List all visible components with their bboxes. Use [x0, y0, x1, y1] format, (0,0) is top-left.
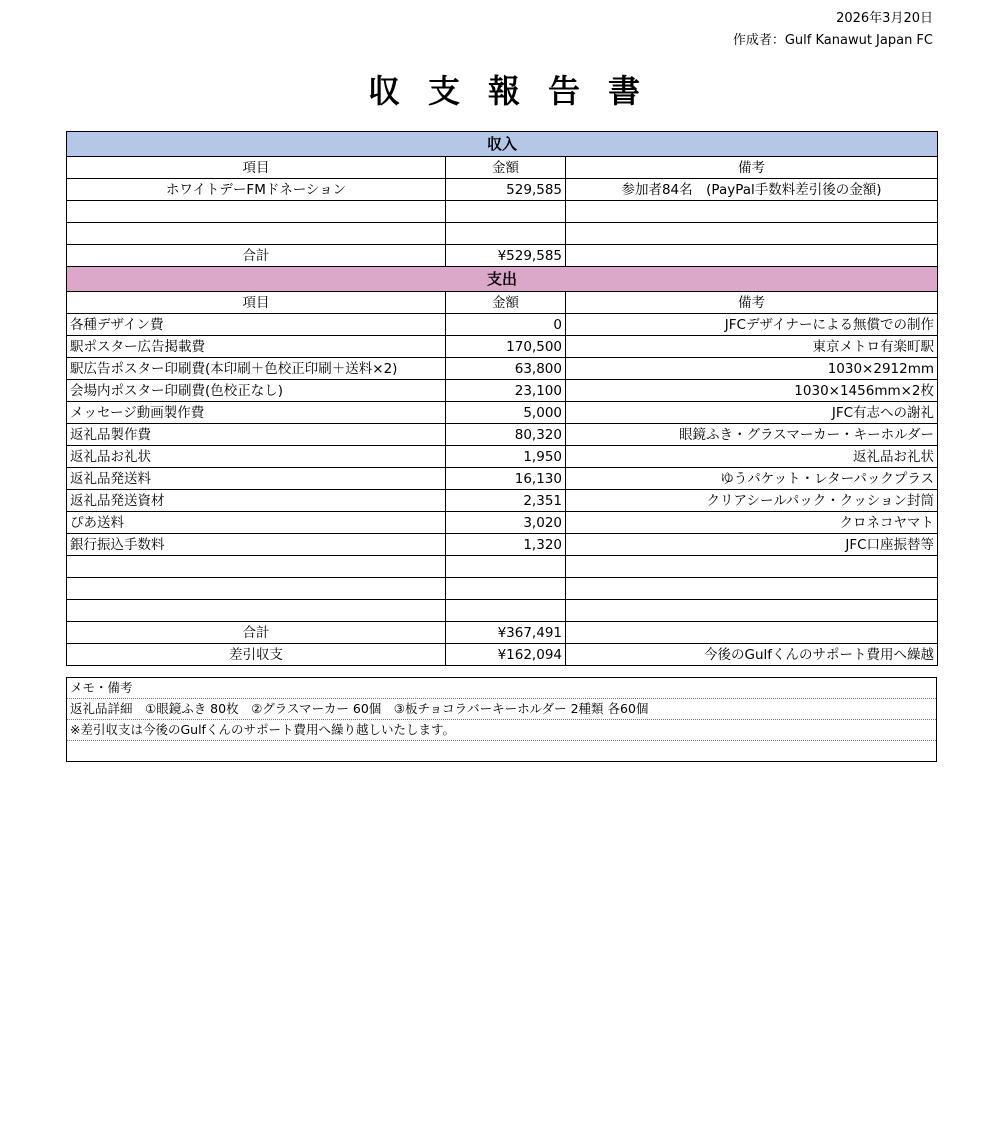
column-header-note: 備考 — [566, 157, 938, 179]
income-total-label: 合計 — [67, 245, 446, 267]
income-total-note — [566, 245, 938, 267]
page-title: 収支報告書 — [367, 72, 668, 110]
expense-total-note — [566, 622, 938, 644]
expense-column-header-row — [67, 292, 938, 314]
income-amount: 529,585 — [446, 179, 566, 201]
expense-row — [67, 402, 938, 424]
expense-amount: 63,800 — [446, 358, 566, 380]
expense-item — [67, 556, 446, 578]
income-amount — [446, 201, 566, 223]
income-note: 参加者84名 (PayPal手数料差引後の金額) — [566, 179, 938, 201]
income-note — [566, 223, 938, 245]
memo-empty-line — [67, 741, 937, 762]
expense-row — [67, 578, 938, 600]
expense-total-amount: ¥367,491 — [446, 622, 566, 644]
expense-note — [566, 578, 938, 600]
expense-note: JFCデザイナーによる無償での制作 — [566, 314, 938, 336]
income-section-label: 収入 — [67, 132, 938, 157]
memo-balance-note: ※差引収支は今後のGulfくんのサポート費用へ繰り越しいたします。 — [67, 720, 937, 741]
income-amount — [446, 223, 566, 245]
expense-amount: 0 — [446, 314, 566, 336]
expense-item: 返礼品発送料 — [67, 468, 446, 490]
expense-note: 1030×1456mm×2枚 — [566, 380, 938, 402]
memo-box — [66, 677, 937, 762]
expense-section-label: 支出 — [67, 267, 938, 292]
memo-gift-details: 返礼品詳細 ①眼鏡ふき 80枚 ②グラスマーカー 60個 ③板チョコラバーキーホルダー 2種類 各60個 — [67, 699, 937, 720]
expense-item: 銀行振込手数料 — [67, 534, 446, 556]
memo-line — [67, 741, 937, 762]
expense-amount: 2,351 — [446, 490, 566, 512]
expense-row — [67, 380, 938, 402]
expense-amount — [446, 578, 566, 600]
income-row — [67, 223, 938, 245]
memo-heading: メモ・備考 — [67, 678, 937, 699]
document-meta — [733, 8, 933, 52]
expense-row — [67, 314, 938, 336]
balance-report-table — [66, 131, 938, 666]
expense-note: ゆうパケット・レターパックプラス — [566, 468, 938, 490]
memo-line — [67, 699, 937, 720]
column-header-item: 項目 — [67, 292, 446, 314]
expense-row — [67, 490, 938, 512]
expense-note: 眼鏡ふき・グラスマーカー・キーホルダー — [566, 424, 938, 446]
document-author: 作成者：Gulf Kanawut Japan FC — [732, 33, 933, 48]
column-header-note: 備考 — [566, 292, 938, 314]
expense-total-label: 合計 — [67, 622, 446, 644]
income-total-amount: ¥529,585 — [446, 245, 566, 267]
expense-amount: 1,950 — [446, 446, 566, 468]
balance-note: 今後のGulfくんのサポート費用へ繰越 — [566, 644, 938, 666]
balance-label: 差引収支 — [67, 644, 446, 666]
balance-row — [67, 644, 938, 666]
expense-row — [67, 556, 938, 578]
expense-row — [67, 446, 938, 468]
memo-line — [67, 720, 937, 741]
expense-item: 返礼品発送資材 — [67, 490, 446, 512]
expense-amount: 23,100 — [446, 380, 566, 402]
expense-item: 会場内ポスター印刷費(色校正なし) — [67, 380, 446, 402]
expense-amount: 3,020 — [446, 512, 566, 534]
expense-note: 1030×2912mm — [566, 358, 938, 380]
expense-amount — [446, 600, 566, 622]
expense-row — [67, 468, 938, 490]
column-header-amount: 金額 — [446, 157, 566, 179]
income-note — [566, 201, 938, 223]
expense-note: 返礼品お礼状 — [566, 446, 938, 468]
memo-line — [67, 678, 937, 699]
expense-amount: 5,000 — [446, 402, 566, 424]
expense-item: 駅ポスター広告掲載費 — [67, 336, 446, 358]
expense-row — [67, 600, 938, 622]
income-total-row — [67, 245, 938, 267]
column-header-amount: 金額 — [446, 292, 566, 314]
expense-amount: 16,130 — [446, 468, 566, 490]
expense-amount: 170,500 — [446, 336, 566, 358]
expense-item: 各種デザイン費 — [67, 314, 446, 336]
expense-row — [67, 534, 938, 556]
expense-note: JFC口座振替等 — [566, 534, 938, 556]
income-row — [67, 201, 938, 223]
column-header-item: 項目 — [67, 157, 446, 179]
expense-note — [566, 556, 938, 578]
income-row — [67, 179, 938, 201]
income-column-header-row — [67, 157, 938, 179]
income-item — [67, 201, 446, 223]
expense-amount: 1,320 — [446, 534, 566, 556]
expense-item: 返礼品お礼状 — [67, 446, 446, 468]
expense-amount — [446, 556, 566, 578]
expense-note: 東京メトロ有楽町駅 — [566, 336, 938, 358]
expense-item: ぴあ送料 — [67, 512, 446, 534]
expense-amount: 80,320 — [446, 424, 566, 446]
income-section-header — [67, 132, 938, 157]
expense-section-header — [67, 267, 938, 292]
expense-row — [67, 358, 938, 380]
expense-item — [67, 578, 446, 600]
expense-item: メッセージ動画製作費 — [67, 402, 446, 424]
expense-item — [67, 600, 446, 622]
expense-total-row — [67, 622, 938, 644]
expense-note — [566, 600, 938, 622]
income-item — [67, 223, 446, 245]
expense-row — [67, 336, 938, 358]
expense-note: クリアシールパック・クッション封筒 — [566, 490, 938, 512]
expense-item: 返礼品製作費 — [67, 424, 446, 446]
expense-note: JFC有志への謝礼 — [566, 402, 938, 424]
income-item: ホワイトデーFMドネーション — [67, 179, 446, 201]
expense-note: クロネコヤマト — [566, 512, 938, 534]
expense-row — [67, 424, 938, 446]
document-date: 2026年3月20日 — [836, 11, 933, 26]
balance-amount: ¥162,094 — [446, 644, 566, 666]
expense-item: 駅広告ポスター印刷費(本印刷＋色校正印刷＋送料×2) — [67, 358, 446, 380]
expense-row — [67, 512, 938, 534]
